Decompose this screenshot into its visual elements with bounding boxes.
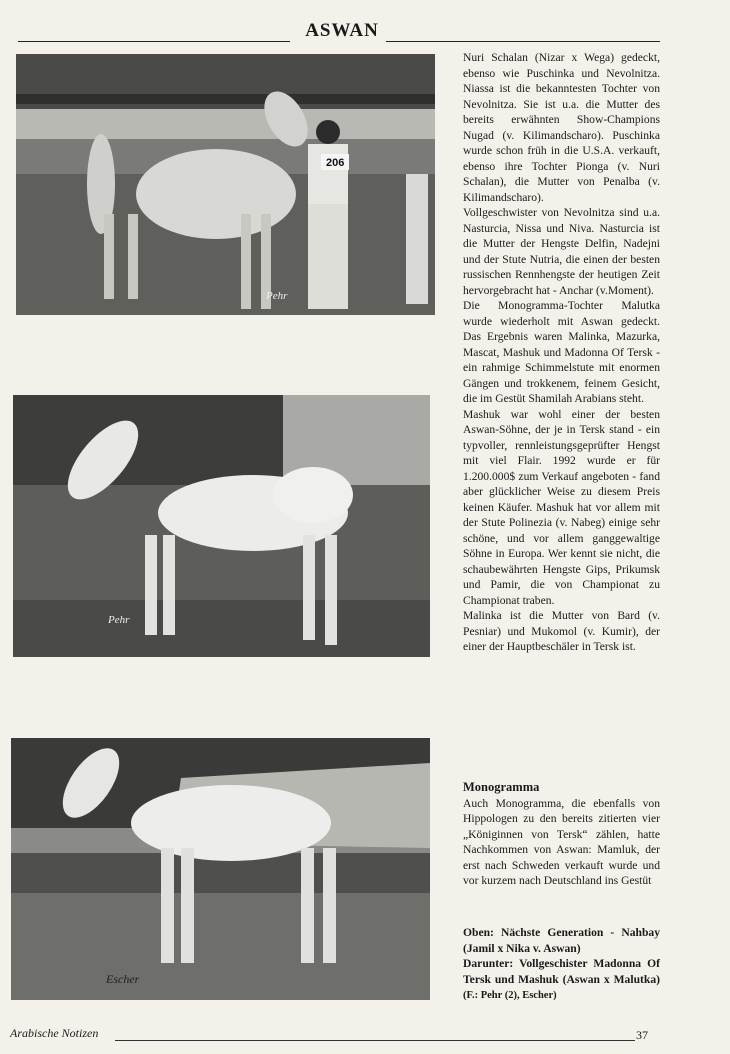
caption-credit: (F.: Pehr (2), Escher)	[463, 990, 557, 1001]
footer-rule	[115, 1040, 635, 1041]
caption-bottom	[463, 956, 660, 1004]
photo-signature: Escher	[106, 972, 140, 986]
paragraph: Malinka ist die Mutter von Bard (v. Pesniar) und Mukomol (v. Kumir), der einer der Hauptbeschäler in Tersk ist.	[463, 609, 660, 653]
section-heading: Monogramma	[463, 780, 540, 794]
photo-signature: Pehr	[108, 614, 130, 626]
photo-standing-grey	[13, 395, 430, 657]
photo-nahbay	[11, 738, 430, 1000]
photo-aswan-show	[16, 54, 435, 315]
photo-captions	[463, 925, 660, 1004]
paragraph: Nuri Schalan (Nizar x Wega) gedeckt, ebenso wie Puschinka und Nevolnitza. Niassa ist die bekanntesten Tochter von Nevolnitza. Sie ist u.a. die Mutter des bereits erwähnten Show-Champions Nugad (v. Kilimandscharo). Puschinka wurde schon früh in die U.S.A. verkauft, ebenso ihre Tochter Pionga (v. Nuri Schalan), die Mutter von Penalba (v. Kilimandscharo).	[463, 51, 660, 204]
section-monogramma	[463, 780, 660, 889]
header-rule-left	[18, 41, 290, 42]
caption-top: Oben: Nächste Generation - Nahbay (Jamil x Nika v. Aswan)	[463, 926, 660, 955]
paragraph: Vollgeschwister von Nevolnitza sind u.a. Nasturcia, Nissa und Niva. Nasturcia ist die Mutter der Hengste Delfin, Nadejni und der Stute Nutria, die einen der besten russischen Rennhengste der heutigen Zeit hervorgebracht hat - Anchar (v.Moment).	[463, 206, 660, 297]
header-rule-right	[386, 41, 660, 42]
photo-signature: Pehr	[266, 290, 288, 302]
footer-publication: Arabische Notizen	[10, 1026, 99, 1040]
paragraph: Mashuk war wohl einer der besten Aswan-Söhne, der je in Tersk stand - ein typvoller, rennleistungsgeprüfter Hengst mit viel Flair. 1992 wurde er für 1.200.000$ zum Verkauf angeboten - fand aber glücklicher Weise zu diesem Preis keinen Käufer. Mashuk hat vor allem mit der Stute Polinezia (v. Nabeg) einige sehr schöne, und vor allem ganggewaltige Söhne in Europa. Wer kennt sie nicht, die schaubewährten Hengste Gips, Prikumsk und Pamir, die von Championat zu Championat traben.	[463, 407, 660, 607]
paragraph: Auch Monogramma, die ebenfalls von Hippologen zu den bereits zitierten vier „Königinnen von Tersk“ zählen, hatte Nachkommen von Aswan: Mamluk, der erst nach Schweden verkauft wurde und vor kurzem nach Deutschland ins Gestüt	[463, 796, 660, 887]
article-column	[463, 50, 660, 655]
page-title: ASWAN	[305, 20, 379, 41]
paragraph: Die Monogramma-Tochter Malutka wurde wiederholt mit Aswan gedeckt. Das Ergebnis waren Malinka, Mazurka, Mascat, Mashuk und Madonna Of Tersk - ein rahmige Schimmelstute mit enormen Gängen und trokkenem, feinem Gesicht, die im Gestüt Shamilah Arabians steht.	[463, 299, 660, 405]
caption-bottom-text: Darunter: Vollgeschister Madonna Of Tersk und Mashuk (Aswan x Malutka)	[463, 957, 660, 986]
show-number: 206	[326, 157, 345, 169]
page-number: 37	[636, 1028, 648, 1042]
